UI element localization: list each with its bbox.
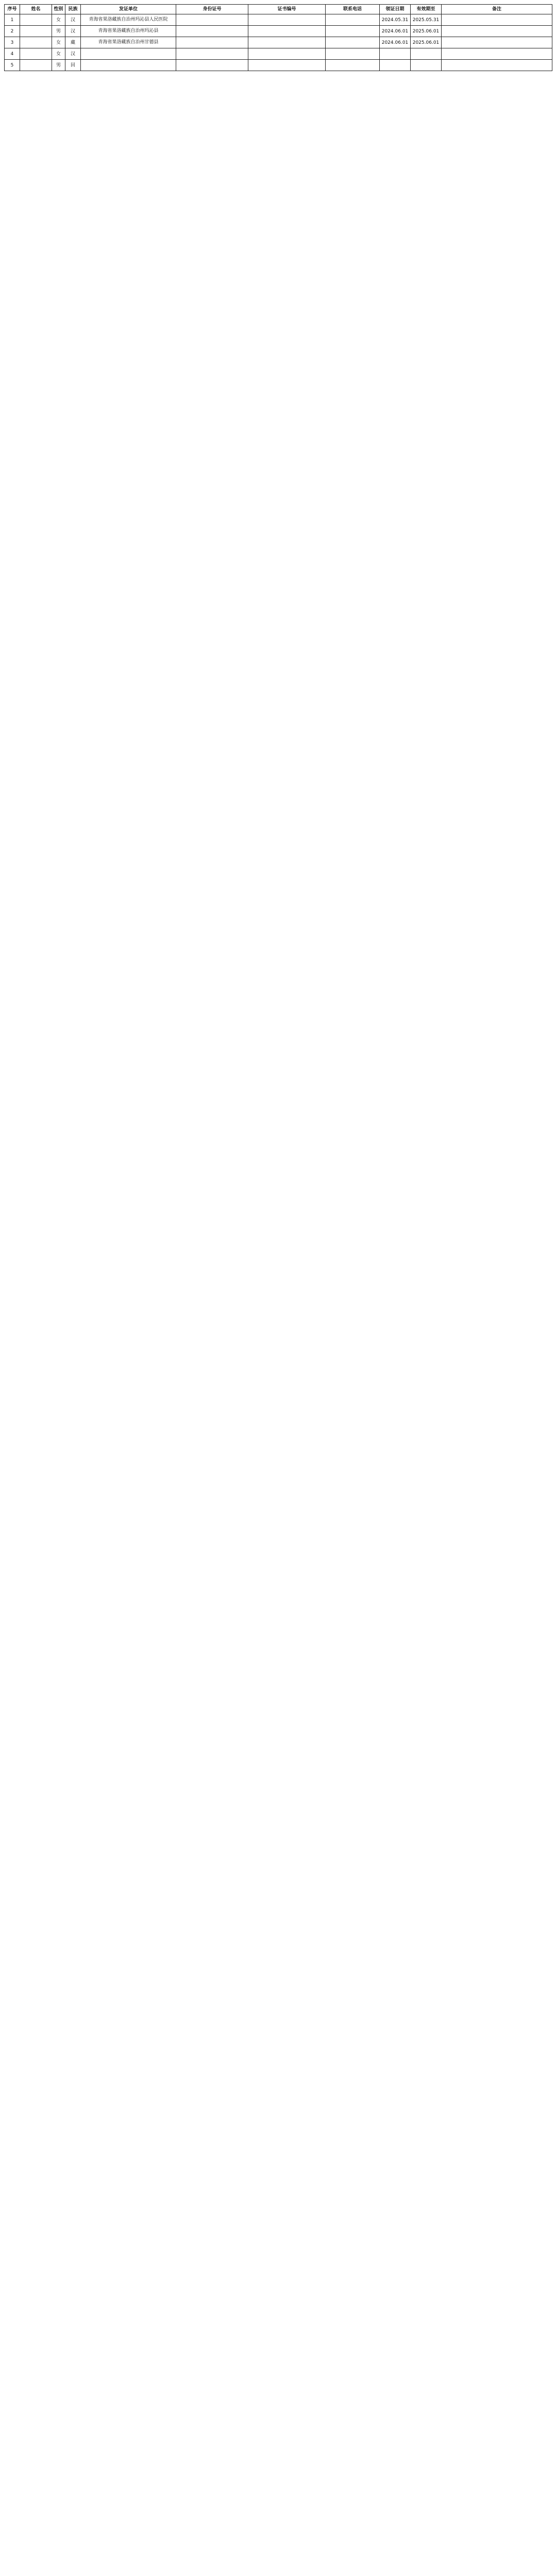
table-cell [326, 14, 380, 26]
table-cell [442, 26, 552, 37]
roster-body [5, 14, 552, 71]
table-cell [326, 60, 380, 71]
table-cell [326, 37, 380, 48]
table-cell: 3 [5, 37, 20, 48]
table-cell: 汉 [65, 48, 81, 60]
table-cell [176, 48, 248, 60]
table-cell: 2024.06.01 [380, 26, 411, 37]
table-cell [411, 48, 442, 60]
table-cell: 2 [5, 26, 20, 37]
table-cell: 男 [52, 26, 65, 37]
table-cell [380, 48, 411, 60]
table-cell [20, 60, 52, 71]
column-header: 联系电话 [326, 5, 380, 14]
table-cell [176, 26, 248, 37]
table-cell [248, 14, 326, 26]
table-row [5, 14, 552, 26]
table-cell: 5 [5, 60, 20, 71]
header-row [5, 5, 552, 14]
table-cell: 藏 [65, 37, 81, 48]
table-cell: 2024.06.01 [380, 37, 411, 48]
table-cell [442, 14, 552, 26]
column-header: 姓名 [20, 5, 52, 14]
column-header: 序号 [5, 5, 20, 14]
table-cell [176, 60, 248, 71]
table-cell [176, 37, 248, 48]
table-row [5, 60, 552, 71]
table-cell: 2025.06.01 [411, 26, 442, 37]
table-cell: 青海省果洛藏族自治州玛沁县 [81, 26, 176, 37]
table-cell [326, 26, 380, 37]
table-cell [20, 26, 52, 37]
table-cell [248, 26, 326, 37]
table-cell: 2025.06.01 [411, 37, 442, 48]
roster-sheet [4, 4, 552, 71]
column-header: 身份证号 [176, 5, 248, 14]
table-cell [20, 14, 52, 26]
table-cell [442, 37, 552, 48]
column-header: 领证日期 [380, 5, 411, 14]
table-cell: 2025.05.31 [411, 14, 442, 26]
column-header: 性别 [52, 5, 65, 14]
table-cell [248, 48, 326, 60]
table-cell: 男 [52, 60, 65, 71]
table-cell: 青海省果洛藏族自治州甘德县 [81, 37, 176, 48]
table-cell [176, 14, 248, 26]
table-cell [248, 60, 326, 71]
table-row [5, 48, 552, 60]
column-header: 有效期至 [411, 5, 442, 14]
table-cell [81, 48, 176, 60]
table-cell: 女 [52, 48, 65, 60]
table-cell [380, 60, 411, 71]
table-row [5, 37, 552, 48]
table-cell [248, 37, 326, 48]
table-cell [20, 48, 52, 60]
column-header: 证书编号 [248, 5, 326, 14]
table-cell [326, 48, 380, 60]
column-header: 民族 [65, 5, 81, 14]
table-cell: 汉 [65, 26, 81, 37]
table-cell: 1 [5, 14, 20, 26]
table-cell: 回 [65, 60, 81, 71]
table-cell: 汉 [65, 14, 81, 26]
table-cell: 青海省果洛藏族自治州玛沁县人民医院 [81, 14, 176, 26]
table-cell [20, 37, 52, 48]
table-cell [81, 60, 176, 71]
table-cell: 女 [52, 14, 65, 26]
table-cell: 女 [52, 37, 65, 48]
table-cell [442, 48, 552, 60]
table-cell: 2024.05.31 [380, 14, 411, 26]
table-cell [442, 60, 552, 71]
table-cell: 4 [5, 48, 20, 60]
table-cell [411, 60, 442, 71]
table-row [5, 26, 552, 37]
column-header: 备注 [442, 5, 552, 14]
column-header: 发证单位 [81, 5, 176, 14]
roster-table [4, 4, 552, 71]
